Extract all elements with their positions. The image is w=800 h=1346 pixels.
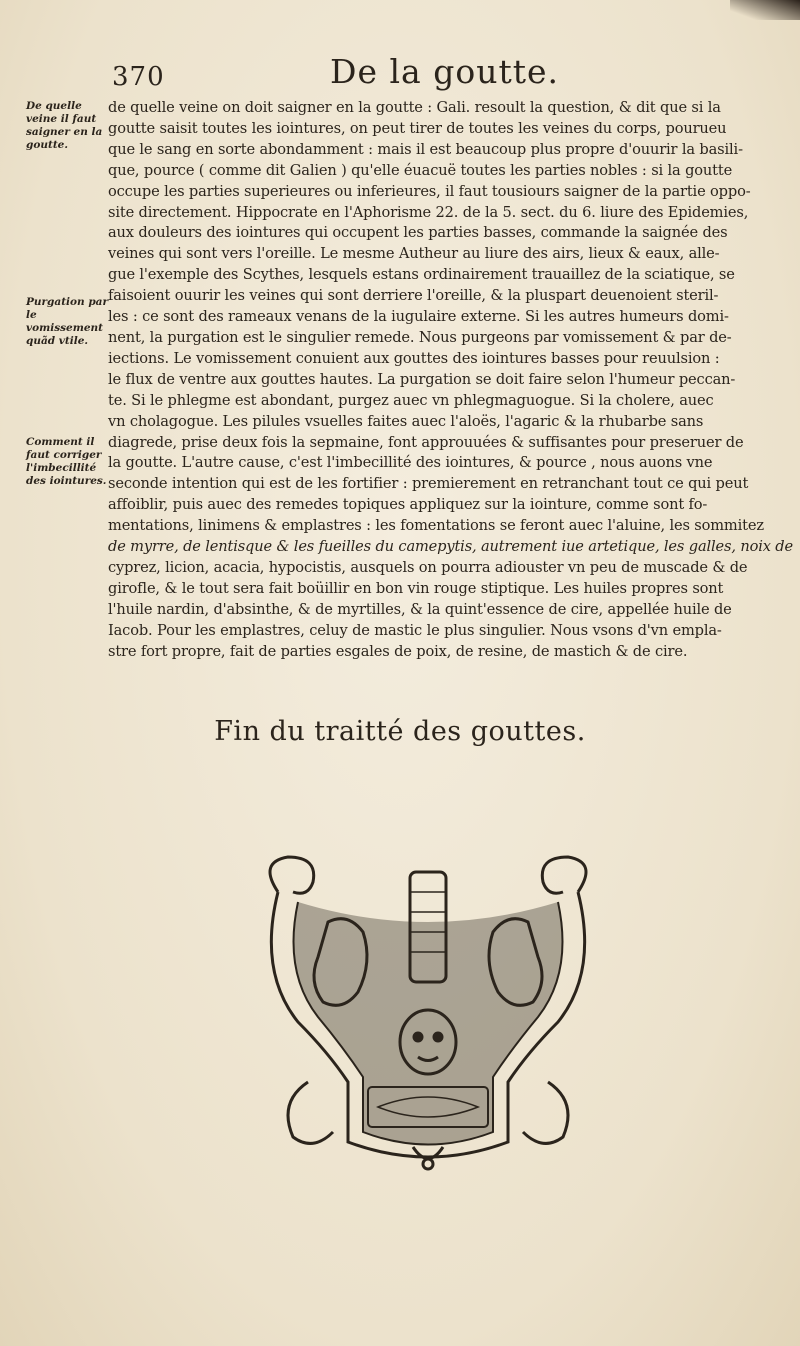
text-line: te. Si le phlegme est abondant, purgez auec vn phlegmaguogue. Si la cholere, auec: [108, 391, 714, 409]
text-line: occupe les parties superieures ou inferieures, il faut tousiours saigner de la partie oppo-: [108, 182, 751, 200]
text-line: stre fort propre, fait de parties esgales de poix, de resine, de mastich & de cire.: [108, 642, 688, 660]
text-line: gue l'exemple des Scythes, lesquels estans ordinairement trauaillez de la sciatique, se: [108, 266, 735, 284]
text-line: site directement. Hippocrate en l'Aphorisme 22. de la 5. sect. du 6. liure des Epidemies,: [108, 203, 749, 221]
text-line: faisoient ouurir les veines qui sont derriere l'oreille, & la pluspart deuenoient steril-: [108, 287, 719, 305]
text-line: vn cholagogue. Les pilules vsuelles faites auec l'aloës, l'agaric & la rhubarbe sans: [108, 412, 704, 430]
text-line: de quelle veine on doit saigner en la goutte : Gali. resoult la question, & dit que si la: [108, 99, 721, 116]
body-text: [108, 98, 793, 662]
running-head: De la goutte.: [330, 52, 559, 91]
text-line: cyprez, licion, acacia, hypocistis, ausquels on pourra adiouster vn peu de muscade & de: [108, 558, 748, 576]
text-line: seconde intention qui est de les fortifier : premierement en retranchant tout ce qui peut: [108, 475, 749, 493]
text-line: que le sang en sorte abondamment : mais il est beaucoup plus propre d'ouurir la basili-: [108, 140, 743, 158]
margin-note-bleeding: De quelle veine il faut saigner en la goutte.: [26, 100, 103, 151]
page-corner-shadow: [730, 0, 800, 20]
margin-note-joint-weakness: Comment il faut corriger l'imbecillité des iointures.: [26, 436, 107, 487]
text-line: que, pource ( comme dit Galien ) qu'elle éuacuë toutes les parties nobles : si la goutte: [108, 161, 733, 179]
page-number: 370: [112, 62, 165, 92]
text-line: nent, la purgation est le singulier remede. Nous purgeons par vomissement & par de-: [108, 328, 732, 346]
text-line: diagrede, prise deux fois la sepmaine, font approuuées & suffisantes pour preseruer de: [108, 433, 744, 451]
text-line: de myrre, de lentisque & les fueilles du camepytis, autrement iue artetique, les galles, noix de: [108, 538, 793, 556]
closing-title: Fin du traitté des gouttes.: [214, 716, 586, 747]
text-line: le flux de ventre aux gouttes hautes. La purgation se doit faire selon l'humeur peccan-: [108, 370, 736, 388]
decorative-tailpiece-ornament: [238, 852, 618, 1172]
text-line: veines qui sont vers l'oreille. Le mesme Autheur au liure des airs, lieux & eaux, alle-: [108, 245, 720, 263]
text-line: la goutte. L'autre cause, c'est l'imbecillité des iointures, & pource , nous auons vne: [108, 454, 713, 472]
text-line: l'huile nardin, d'absinthe, & de myrtilles, & la quint'essence de cire, appellée huile de: [108, 600, 732, 618]
text-line: affoiblir, puis auec des remedes topiques appliquez sur la iointure, comme sont fo-: [108, 496, 708, 514]
text-line: iections. Le vomissement conuient aux gouttes des iointures basses pour reuulsion :: [108, 349, 720, 367]
text-line: girofle, & le tout sera fait boüillir en bon vin rouge stiptique. Les huiles propres sont: [108, 579, 724, 597]
text-line: les : ce sont des rameaux venans de la iugulaire externe. Si les autres humeurs domi-: [108, 308, 729, 326]
margin-note-purgation: Purgation par le vomissement quãd vtile.: [26, 296, 109, 347]
text-line: goutte saisit toutes les iointures, on peut tirer de toutes les veines du corps, pourueu: [108, 119, 727, 137]
text-line: Iacob. Pour les emplastres, celuy de mastic le plus singulier. Nous vsons d'vn empla-: [108, 621, 722, 639]
text-line: aux douleurs des iointures qui occupent les parties basses, commande la saignée des: [108, 224, 728, 242]
text-line: mentations, linimens & emplastres : les fomentations se feront auec l'aluine, les sommitez: [108, 517, 764, 535]
